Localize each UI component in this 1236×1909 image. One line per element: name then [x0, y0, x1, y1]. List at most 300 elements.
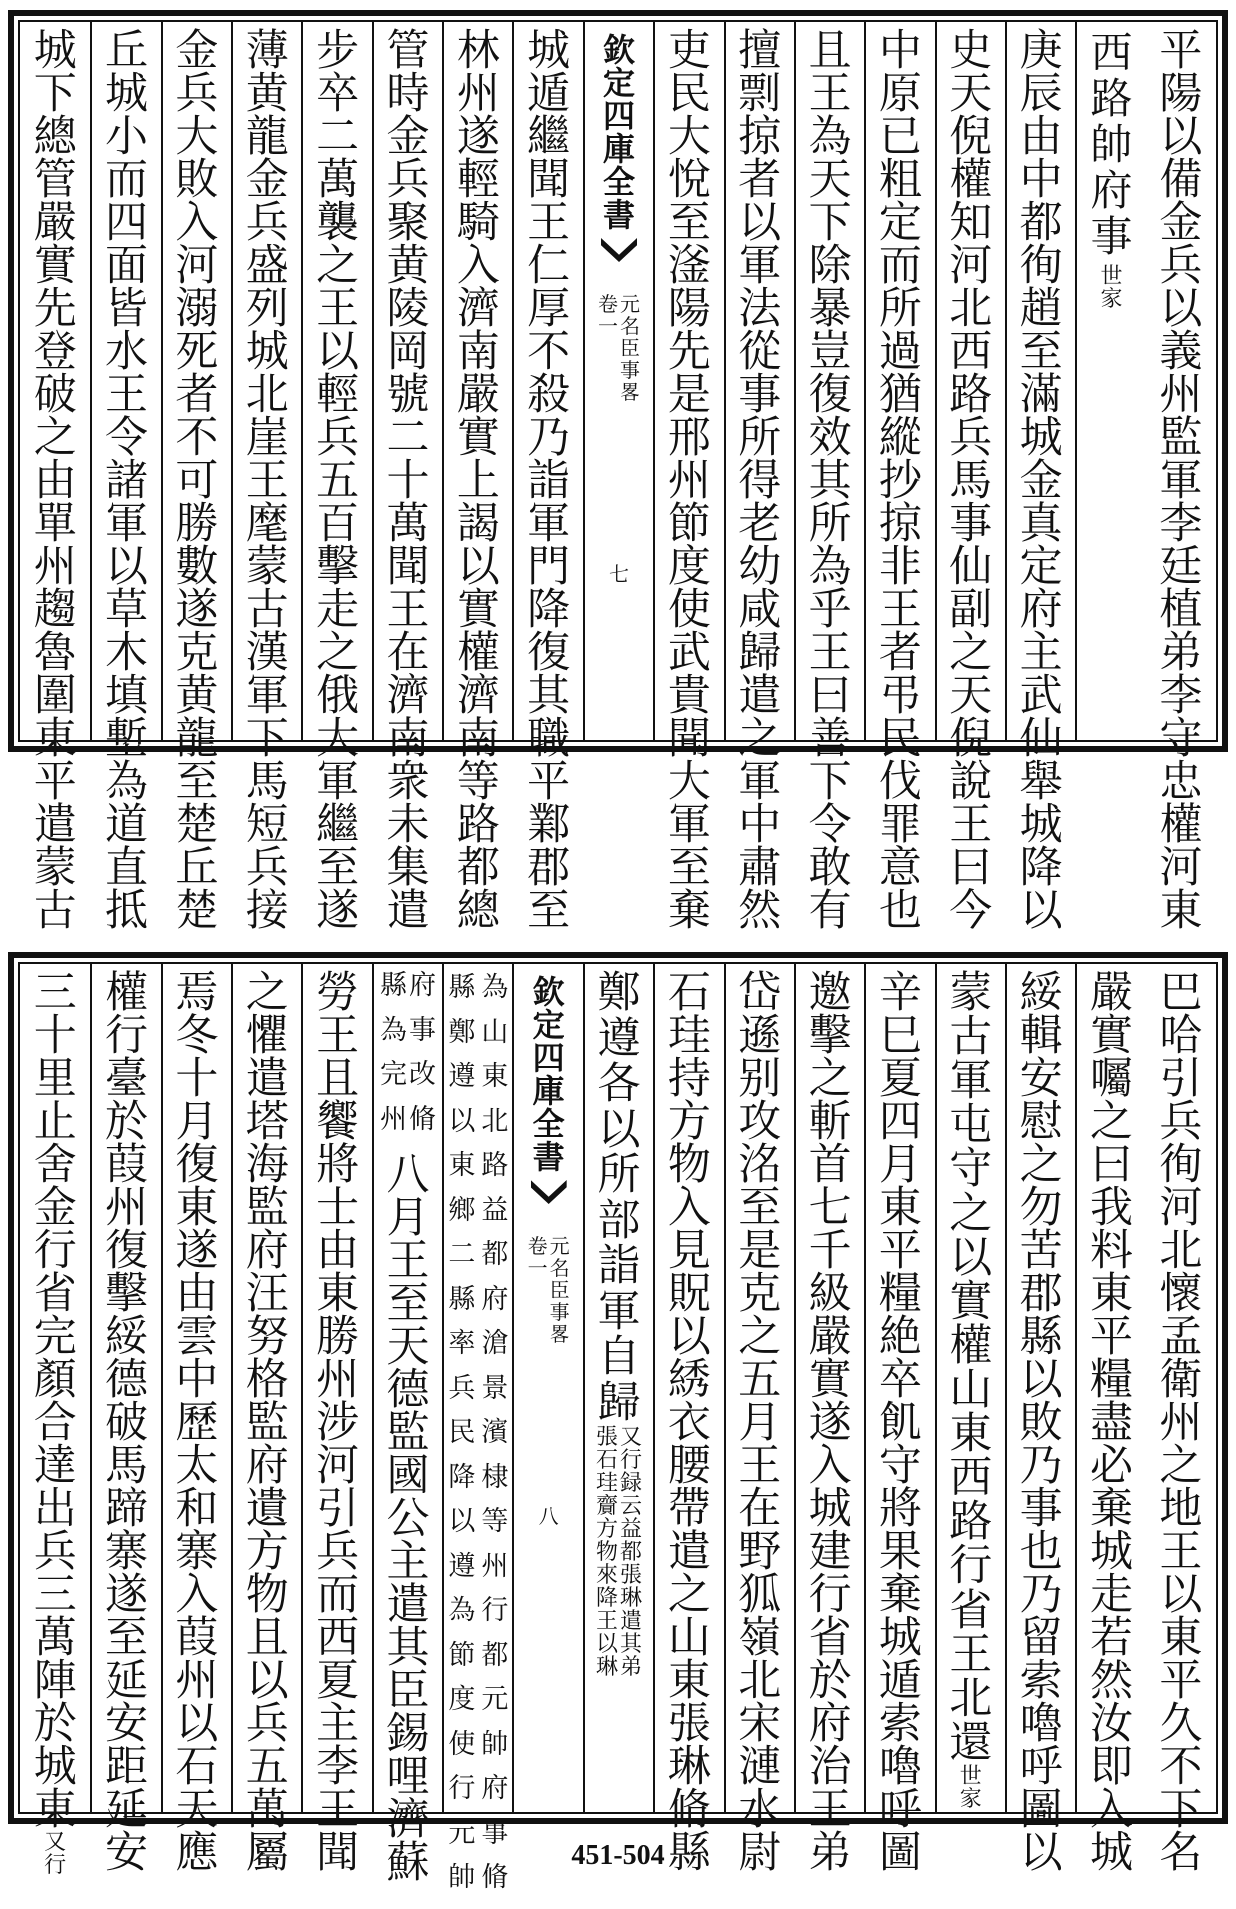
glyph: 植: [1159, 585, 1203, 635]
glyph: 冬: [175, 1011, 219, 1061]
glyph: 以: [448, 1105, 476, 1137]
glyph: 降: [448, 1461, 476, 1493]
glyph: 事: [1090, 212, 1133, 261]
glyph: 路: [949, 1497, 993, 1548]
glyph: 水: [105, 327, 149, 377]
glyph: 金: [245, 155, 289, 205]
glyph: 中: [1019, 155, 1063, 205]
glyph: 錫: [386, 1709, 430, 1759]
glyph: 滄: [481, 1328, 509, 1359]
glyph: 為: [379, 1014, 407, 1046]
glyph: 鄭: [448, 1016, 476, 1048]
glyph: 也: [1019, 1527, 1063, 1577]
glyph: 黄: [175, 671, 219, 721]
glyph: 屯: [949, 1100, 993, 1151]
center-column-subtitle: [528, 1210, 570, 1346]
glyph: 飢: [878, 1398, 922, 1448]
glyph: 庚: [1019, 26, 1063, 76]
glyph: 王: [596, 1609, 619, 1634]
glyph: 勿: [1019, 1183, 1063, 1233]
glyph: 剽: [738, 69, 782, 119]
glyph: 天: [949, 671, 993, 721]
glyph: 諸: [105, 456, 149, 506]
glyph: 方: [245, 1527, 289, 1577]
glyph: 其: [808, 456, 852, 506]
glyph: 之: [808, 1054, 852, 1104]
glyph: 陵: [386, 284, 430, 334]
glyph: 府: [245, 1441, 289, 1491]
glyph: 至: [667, 843, 711, 893]
glyph: 軍: [667, 800, 711, 850]
glyph: 且: [808, 26, 852, 76]
glyph: 城: [1019, 413, 1063, 463]
glyph: 為: [808, 542, 852, 592]
glyph: 塹: [105, 714, 149, 764]
glyph: 監: [245, 1183, 289, 1233]
glyph: 兵: [949, 413, 993, 463]
glyph: 以: [245, 1656, 289, 1706]
glyph: 是: [738, 1226, 782, 1276]
glyph: 家: [1100, 287, 1123, 312]
glyph: 府: [481, 1283, 509, 1315]
glyph: 狐: [738, 1570, 782, 1620]
glyph: 遁: [527, 69, 571, 119]
glyph: 今: [949, 886, 993, 936]
glyph: 古: [949, 1012, 993, 1063]
glyph: 王: [1159, 1527, 1203, 1577]
glyph: 囑: [1089, 1054, 1133, 1104]
glyph: 所: [878, 284, 922, 334]
glyph: 不: [1159, 1742, 1203, 1792]
glyph: 濱: [481, 1417, 509, 1448]
glyph: 義: [1159, 327, 1203, 377]
glyph: 路: [481, 1150, 509, 1181]
glyph: 至: [386, 1279, 430, 1329]
glyph: 郡: [1019, 1269, 1063, 1319]
glyph: 粗: [878, 155, 922, 205]
glyph: 以: [1159, 284, 1203, 334]
text-column-d1: [1146, 964, 1216, 1878]
glyph: 得: [738, 456, 782, 506]
glyph: 舍: [33, 1140, 77, 1190]
glyph: 破: [33, 370, 77, 420]
glyph: 都: [456, 843, 500, 893]
glyph: 為: [481, 972, 509, 1003]
glyph: 溺: [175, 284, 219, 334]
glyph: 軍: [245, 671, 289, 721]
text-column-d12: [372, 964, 442, 1888]
glyph: 令: [105, 413, 149, 463]
glyph: 夏: [878, 1054, 922, 1104]
glyph: 蒙: [33, 843, 77, 893]
glyph: 監: [1159, 413, 1203, 463]
glyph: 在: [386, 628, 430, 678]
glyph: 兵: [448, 1372, 476, 1404]
glyph: 使: [448, 1728, 476, 1760]
glyph: 咸: [738, 585, 782, 635]
glyph: 焉: [175, 968, 219, 1018]
glyph: 元: [481, 1684, 509, 1715]
glyph: 王: [386, 585, 430, 635]
glyph: 别: [738, 1054, 782, 1104]
glyph: 物: [245, 1570, 289, 1620]
glyph: 意: [878, 843, 922, 893]
text-column-d10: [512, 964, 582, 1812]
text-column-d15: [161, 964, 231, 1878]
glyph: 二: [316, 112, 360, 162]
glyph: 金: [1159, 198, 1203, 248]
glyph: 蒙: [949, 968, 993, 1018]
glyph: 之: [1019, 1140, 1063, 1190]
text-column-d4: [935, 964, 1005, 1812]
text-column-c1: [1146, 22, 1216, 936]
glyph: 不: [175, 413, 219, 463]
glyph: 遜: [738, 1011, 782, 1061]
glyph: 邀: [808, 968, 852, 1018]
glyph: 兵: [386, 155, 430, 205]
glyph: 以: [667, 1312, 711, 1362]
glyph: 擊: [105, 1269, 149, 1319]
glyph: 全: [603, 163, 636, 201]
glyph: 古: [33, 886, 77, 936]
glyph: 景: [481, 1372, 509, 1404]
glyph: 州: [316, 1355, 360, 1405]
glyph: 府: [481, 1773, 509, 1804]
glyph: 一: [598, 314, 619, 338]
glyph: 從: [738, 327, 782, 377]
text-column-c2: [1075, 22, 1145, 740]
glyph: 八: [386, 1150, 430, 1200]
glyph: 距: [105, 1742, 149, 1792]
glyph: 復: [175, 1140, 219, 1190]
glyph: 入: [1089, 1785, 1133, 1835]
glyph: 以: [448, 1506, 476, 1537]
glyph: 行: [105, 1011, 149, 1061]
glyph: 幼: [738, 542, 782, 592]
glyph: 貴: [667, 671, 711, 721]
glyph: 平: [1089, 1312, 1133, 1362]
glyph: 節: [667, 499, 711, 549]
glyph: 和: [175, 1484, 219, 1534]
glyph: 兵: [245, 843, 289, 893]
glyph: 王: [949, 1629, 993, 1680]
glyph: 步: [316, 26, 360, 76]
glyph: 書: [603, 196, 636, 234]
glyph: 守: [949, 1144, 993, 1195]
glyph: 五: [245, 1742, 289, 1792]
glyph: 忠: [1159, 757, 1203, 807]
glyph: 衆: [386, 757, 430, 807]
glyph: 伐: [878, 757, 922, 807]
glyph: 曰: [808, 671, 852, 721]
glyph: 王: [808, 1785, 852, 1835]
glyph: 主: [1019, 628, 1063, 678]
glyph: 南: [456, 714, 500, 764]
glyph: 河: [1159, 1183, 1203, 1233]
text-column-c11: [442, 22, 512, 936]
annotation-left: [596, 1427, 618, 1680]
glyph: 部: [597, 1195, 641, 1246]
glyph: 定: [878, 198, 922, 248]
glyph: 東: [1159, 1613, 1203, 1663]
glyph: 哩: [386, 1752, 430, 1802]
glyph: 事: [481, 1817, 509, 1849]
glyph: 先: [667, 327, 711, 377]
glyph: 出: [33, 1484, 77, 1534]
glyph: 元: [549, 1234, 570, 1258]
glyph: 輯: [1019, 1011, 1063, 1061]
glyph: 丘: [175, 843, 219, 893]
center-column-subtitle: [598, 268, 640, 404]
glyph: 王: [245, 456, 289, 506]
book-title: [550, 1236, 570, 1346]
glyph: 入: [175, 1570, 219, 1620]
glyph: 洺: [738, 1140, 782, 1190]
glyph: 帥: [448, 1862, 476, 1893]
glyph: 金: [175, 26, 219, 76]
glyph: 漢: [245, 628, 289, 678]
text-column-d11: [442, 964, 512, 1893]
glyph: 以: [1159, 1570, 1203, 1620]
glyph: 饗: [316, 1097, 360, 1147]
glyph: 省: [949, 1585, 993, 1636]
glyph: 老: [738, 499, 782, 549]
glyph: 監: [245, 1398, 289, 1448]
glyph: 由: [175, 1269, 219, 1319]
glyph: 畧: [620, 380, 641, 404]
glyph: 引: [316, 1484, 360, 1534]
glyph: 主: [316, 1699, 360, 1749]
glyph: 名: [1159, 1828, 1203, 1878]
glyph: 行: [44, 1853, 67, 1878]
glyph: 省: [33, 1269, 77, 1319]
glyph: 地: [1159, 1484, 1203, 1534]
glyph: 里: [33, 1054, 77, 1104]
glyph: 城: [1089, 1828, 1133, 1878]
glyph: 趨: [33, 585, 77, 635]
glyph: 史: [949, 26, 993, 76]
glyph: 萬: [386, 499, 430, 549]
glyph: 而: [878, 241, 922, 291]
glyph: 又: [44, 1830, 67, 1855]
glyph: 城: [1019, 800, 1063, 850]
glyph: 王: [316, 1011, 360, 1061]
glyph: 將: [316, 1140, 360, 1190]
glyph: 遵: [448, 1550, 476, 1582]
glyph: 遺: [245, 1484, 289, 1534]
text-column-c5: [864, 22, 934, 936]
glyph: 實: [33, 241, 77, 291]
glyph: 安: [1019, 1054, 1063, 1104]
glyph: 北: [245, 370, 289, 420]
glyph: 月: [386, 1193, 430, 1243]
glyph: 北: [1159, 1226, 1203, 1276]
glyph: 總: [33, 112, 77, 162]
glyph: 四: [603, 97, 636, 135]
glyph: 麾: [245, 499, 289, 549]
glyph: 至: [738, 1183, 782, 1233]
glyph: 苦: [1019, 1226, 1063, 1276]
glyph: 琳: [667, 1742, 711, 1792]
glyph: 萬: [316, 155, 360, 205]
glyph: 以: [597, 1104, 641, 1155]
glyph: 至: [667, 198, 711, 248]
glyph: 中: [175, 1355, 219, 1405]
glyph: 西: [316, 1613, 360, 1663]
glyph: 孟: [1159, 1312, 1203, 1362]
glyph: 權: [1159, 800, 1203, 850]
glyph: 等: [481, 1506, 509, 1537]
glyph: 以: [316, 327, 360, 377]
glyph: 乎: [808, 585, 852, 635]
glyph: 王: [386, 1236, 430, 1286]
glyph: 監: [386, 1408, 430, 1458]
glyph: 效: [808, 413, 852, 463]
glyph: 蘇: [386, 1838, 430, 1888]
glyph: 之: [316, 628, 360, 678]
glyph: 曰: [949, 843, 993, 893]
glyph: 城: [105, 69, 149, 119]
glyph: 遁: [878, 1656, 922, 1706]
glyph: 久: [1159, 1699, 1203, 1749]
glyph: 軍: [738, 757, 782, 807]
glyph: 王: [949, 800, 993, 850]
glyph: 行: [808, 1570, 852, 1620]
glyph: 圍: [33, 671, 77, 721]
glyph: 走: [316, 585, 360, 635]
glyph: 黄: [245, 69, 289, 119]
glyph: 副: [949, 585, 993, 635]
glyph: 勞: [316, 968, 360, 1018]
glyph: 兵: [316, 1527, 360, 1577]
glyph: 實: [808, 1355, 852, 1405]
annotation-right: [620, 1427, 642, 1680]
glyph: 州: [456, 69, 500, 119]
glyph: 吏: [667, 26, 711, 76]
glyph: 盛: [245, 241, 289, 291]
glyph: 遣: [33, 800, 77, 850]
glyph: 顏: [33, 1355, 77, 1405]
glyph: 脩: [408, 1103, 436, 1135]
glyph: 仁: [527, 241, 571, 291]
glyph: 水: [738, 1785, 782, 1835]
glyph: 列: [245, 284, 289, 334]
glyph: 之: [667, 1570, 711, 1620]
glyph: 鄴: [527, 800, 571, 850]
glyph: 索: [1019, 1656, 1063, 1706]
glyph: 天: [949, 69, 993, 119]
glyph: 嚕: [1019, 1699, 1063, 1749]
glyph: 四: [878, 1097, 922, 1147]
glyph: 東: [33, 1785, 77, 1835]
glyph: 延: [105, 1785, 149, 1835]
glyph: 填: [105, 671, 149, 721]
glyph: 登: [33, 327, 77, 377]
text-column-c14: [231, 22, 301, 936]
annotation-right: [409, 972, 436, 1150]
glyph: 之: [316, 241, 360, 291]
glyph: 總: [456, 886, 500, 936]
glyph: 平: [33, 757, 77, 807]
glyph: 齎: [596, 1494, 619, 1519]
glyph: 卷: [527, 1234, 548, 1258]
glyph: 王: [808, 69, 852, 119]
glyph: 雲: [175, 1312, 219, 1362]
glyph: 弟: [1159, 628, 1203, 678]
glyph: 縣: [448, 972, 476, 1003]
glyph: 兵: [175, 69, 219, 119]
glyph: 已: [878, 112, 922, 162]
glyph: 馬: [105, 1441, 149, 1491]
glyph: 龍: [245, 112, 289, 162]
glyph: 下: [808, 198, 852, 248]
glyph: 行: [448, 1773, 476, 1804]
glyph: 州: [1159, 1398, 1203, 1448]
glyph: 之: [245, 968, 289, 1018]
glyph: 必: [1089, 1441, 1133, 1491]
glyph: 河: [1159, 843, 1203, 893]
glyph: 嚴: [808, 1312, 852, 1362]
glyph: 西: [1090, 28, 1133, 77]
glyph: 然: [1089, 1656, 1133, 1706]
glyph: 入: [808, 1441, 852, 1491]
glyph: 民: [667, 69, 711, 119]
glyph: 月: [878, 1140, 922, 1190]
glyph: 平: [878, 1226, 922, 1276]
glyph: 脩: [667, 1785, 711, 1835]
glyph: 其: [527, 671, 571, 721]
glyph: 之: [1089, 1097, 1133, 1147]
glyph: 直: [105, 843, 149, 893]
glyph: 敢: [808, 843, 852, 893]
glyph: 等: [456, 757, 500, 807]
glyph: 掠: [878, 499, 922, 549]
glyph: 二: [386, 413, 430, 463]
glyph: 下: [808, 757, 852, 807]
glyph: 十: [175, 1054, 219, 1104]
glyph: 岱: [738, 968, 782, 1018]
glyph: 接: [245, 886, 289, 936]
glyph: 二: [448, 1239, 476, 1270]
glyph: 遂: [316, 886, 360, 936]
glyph: 王: [738, 1441, 782, 1491]
glyph: 圖: [878, 1828, 922, 1878]
glyph: 聞: [527, 155, 571, 205]
glyph: 單: [33, 499, 77, 549]
glyph: 弔: [878, 671, 922, 721]
text-column-c6: [794, 22, 864, 936]
glyph: 南: [456, 327, 500, 377]
glyph: 張: [667, 1699, 711, 1749]
glyph: 衣: [667, 1398, 711, 1448]
glyph: 東: [175, 1183, 219, 1233]
glyph: 山: [949, 1364, 993, 1415]
glyph: 縣: [448, 1283, 476, 1315]
glyph: 州: [105, 1183, 149, 1233]
book-title: [620, 294, 640, 404]
glyph: 面: [105, 241, 149, 291]
glyph: 不: [527, 327, 571, 377]
glyph: 中: [738, 800, 782, 850]
glyph: 擊: [316, 542, 360, 592]
glyph: 若: [1089, 1613, 1133, 1663]
glyph: 滿: [1019, 370, 1063, 420]
glyph: 平: [1159, 26, 1203, 76]
glyph: 善: [808, 714, 852, 764]
glyph: 三: [33, 1570, 77, 1620]
glyph: 石: [596, 1448, 619, 1473]
glyph: 千: [808, 1226, 852, 1276]
